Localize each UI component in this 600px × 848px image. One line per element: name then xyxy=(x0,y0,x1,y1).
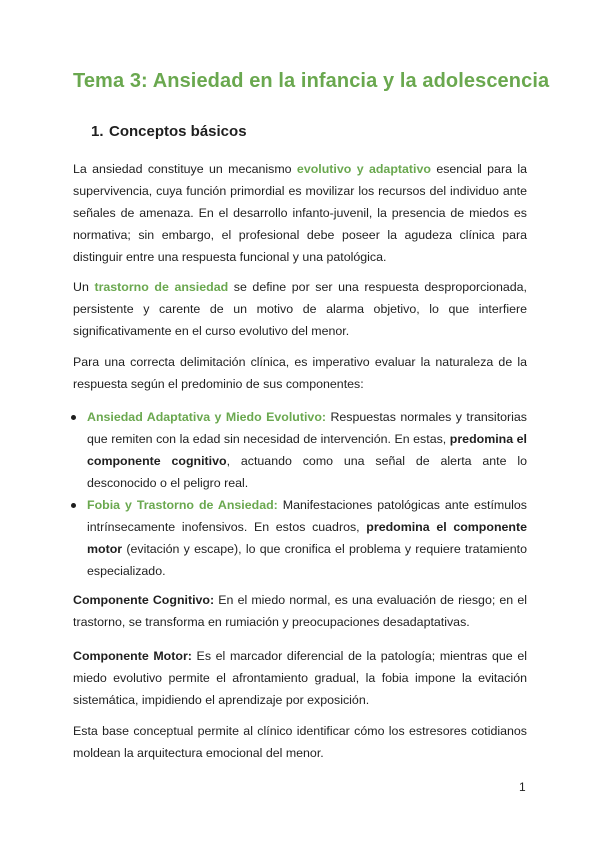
bullet-icon xyxy=(71,503,76,508)
list-item-text: , actuando como una señal de alerta ante lo desconocido o el peligro real. xyxy=(87,454,527,490)
paragraph-delimitation: Para una correcta delimitación clínica, es imperativo evaluar la naturaleza de la respuesta según el predominio de sus componentes: xyxy=(73,355,527,391)
list-item-text: Manifestaciones patológicas ante estímulos intrínsecamente inofensivos. En estos cuadros, xyxy=(87,498,527,534)
highlight-term: Ansiedad Adaptativa y Miedo Evolutivo: xyxy=(87,410,327,424)
paragraph-motor xyxy=(73,645,527,711)
paragraph-text: En el miedo normal, es una evaluación de riesgo; en el trastorno, se transforma en rumiación y preocupaciones desadaptativas. xyxy=(73,593,527,629)
bold-term: predomina el componente motor xyxy=(87,520,527,556)
paragraph-text: esencial para la supervivencia, cuya función primordial es movilizar los recursos del individuo ante señales de amenaza. En el desarrollo infanto-juvenil, la presencia de miedos es normativa; sin embargo, el profesional debe poseer la agudeza clínica para distinguir entre una respuesta funcional y una patológica. xyxy=(73,162,527,264)
list-item-text: Respuestas normales y transitorias que remiten con la edad sin necesidad de intervención. En estas, xyxy=(87,410,527,446)
paragraph-text: se define por ser una respuesta desproporcionada, persistente y carente de un motivo de alarma objetivo, lo que interfiere significativamente en el curso evolutivo del menor. xyxy=(73,280,527,338)
list-item xyxy=(73,406,527,494)
page-number: 1 xyxy=(519,780,526,794)
bullet-icon xyxy=(71,415,76,420)
section-heading xyxy=(91,123,247,140)
highlight-term: trastorno de ansiedad xyxy=(94,280,229,294)
highlight-term: evolutivo y adaptativo xyxy=(296,162,431,176)
paragraph-intro xyxy=(73,158,527,268)
document-title: Tema 3: Ansiedad en la infancia y la adolescencia xyxy=(73,70,550,92)
paragraph-text: Es el marcador diferencial de la patología; mientras que el miedo evolutivo permite el afrontamiento gradual, la fobia impone la evitación sistemática, impidiendo el aprendizaje por exposición. xyxy=(73,649,527,707)
list-item xyxy=(73,494,527,582)
bold-term: predomina el componente cognitivo xyxy=(87,432,528,468)
list-item-text: (evitación y escape), lo que cronifica el problema y requiere tratamiento especializado. xyxy=(87,542,527,578)
section-title: Conceptos básicos xyxy=(109,123,247,140)
paragraph-cognitive xyxy=(73,589,527,633)
highlight-term: Fobia y Trastorno de Ansiedad: xyxy=(87,498,278,512)
paragraph-text: La ansiedad constituye un mecanismo xyxy=(73,162,297,176)
paragraph-text: Un xyxy=(73,280,95,294)
paragraph-conclusion: Esta base conceptual permite al clínico identificar cómo los estresores cotidianos moldean la arquitectura emocional del menor. xyxy=(73,724,527,760)
bullet-list xyxy=(73,406,527,582)
bold-term: Componente Motor: xyxy=(73,649,192,663)
paragraph-definition xyxy=(73,276,527,342)
section-number: 1. xyxy=(91,123,104,140)
bold-term: Componente Cognitivo: xyxy=(73,593,215,607)
